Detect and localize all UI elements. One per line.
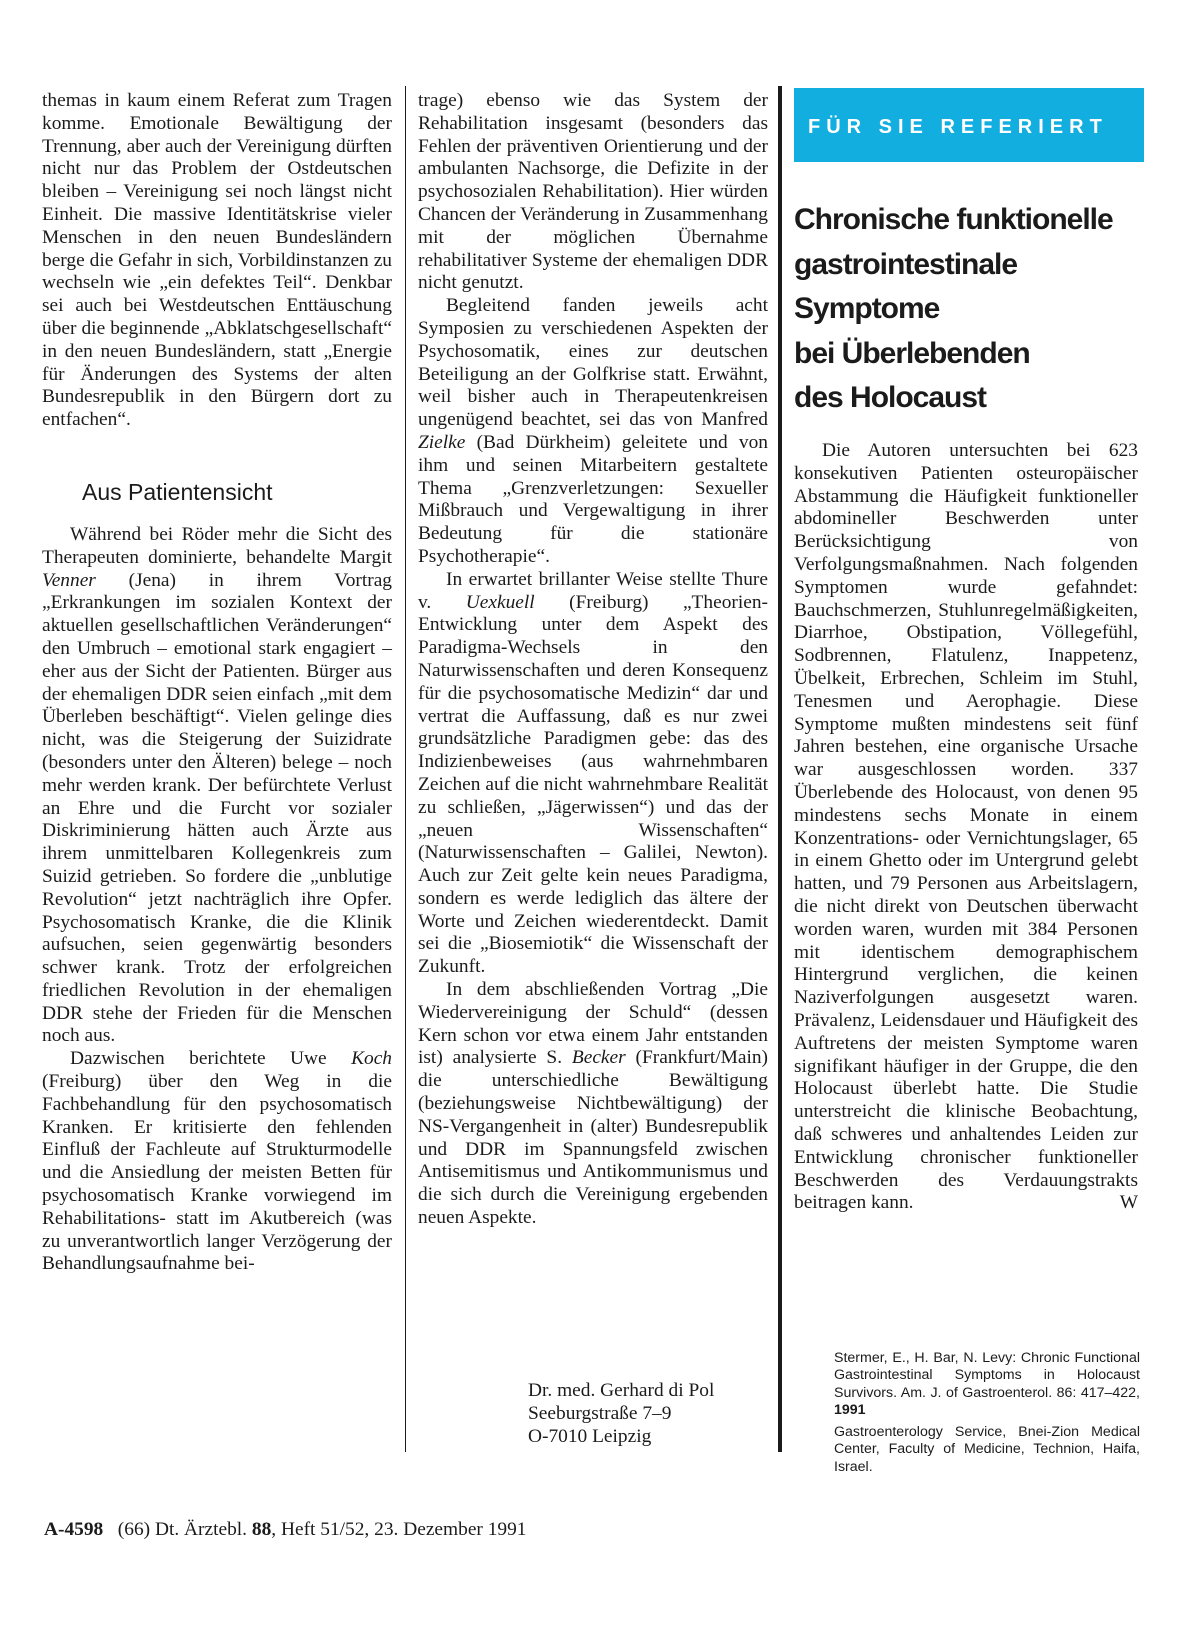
text-run: (Freiburg) „Theorien-Entwicklung unter dem Aspekt des Paradigma-Wechsels in den Naturwissenschaften und deren Konsequenz für die psychosomatische Medizin“ dar und vertrat die Auffassung, daß es nur zwei grundsätzliche Paradigmen gebe: das des Indizienbeweises (aus wahrnehmbaren Zeichen auf die nicht wahrnehmbare Realität zu schließen, „Jägerwissen“) und das der „neuen Wissenschaften“ (Naturwissenschaften – Galilei, Newton). Auch zur Zeit gelte kein neues Paradigma, sondern es werde lediglich das ältere der Worte und Zeichen wiederentdeckt. Damit sei die „Biosemiotik“ die Wissenschaft der Zukunft. xyxy=(418,591,769,978)
subheading: Aus Patientensicht xyxy=(82,478,273,505)
journal-ref: (66) Dt. Ärztebl. xyxy=(117,1519,252,1540)
text-run: Stermer, E., H. Bar, N. Levy: Chronic Functional Gastrointestinal Symptoms in Holocaust Survivors. Am. J. of Gastroenterol. 86: 417–422, xyxy=(834,1350,1140,1401)
paragraph xyxy=(42,1048,392,1276)
paragraph xyxy=(418,979,768,1230)
text-run: Die Autoren untersuchten bei 623 konsekutiven Patienten osteuropäischer Abstammung die Häufigkeit funktioneller abdomineller Beschwerden unter Berücksichtigung von Verfolgungsmaßnahmen. Nach folgenden Symptomen wurde gefahndet: Bauchschmerzen, Stuhlunregelmäßigkeiten, Diarrhoe, Obstipation, Völlegefühl, Sodbrennen, Flatulenz, Inappetenz, Übelkeit, Erbrechen, Schleim im Stuhl, Tenesmen und Aerophagie. Diese Symptome mußten mindestens seit fünf Jahren bestehen, eine organische Ursache war ausgeschlossen worden. 337 Überlebende des Holocaust, von denen 95 mindestens sechs Monate in einem Konzentrations- oder Vernichtungslager, 65 in einem Ghetto oder im Untergrund gelebt hatten, und 79 Personen aus Arbeitslagern, die nicht direkt von Deutschen überwacht worden waren, wurden mit 384 Personen mit identischem demographischem Hintergrund verglichen, die keinen Naziverfolgungen ausgesetzt waren. Prävalenz, Leidensdauer und Häufigkeit des Auftretens der meisten Symptome waren signifikant häufiger in der Gruppe, die den Holocaust überlebt hatte. Die Studie unterstreicht die klinische Beobachtung, daß schweres und anhaltendes Leiden zur Entwicklung chronischer funktioneller Beschwerden des Verdauungstrakts beitragen kann. xyxy=(794,440,1138,1214)
headline-line: gastrointestinale xyxy=(794,247,1018,281)
headline-line: Chronische funktionelle xyxy=(794,203,1113,236)
text-run: (Frankfurt/Main) die unterschiedliche Bewältigung (beziehungsweise Nichtbewältigung) der NS-Vergangenheit in (alter) Bundesrepublik und DDR im Spannungsfeld zwischen Antisemitismus und Antikommunismus und die sich durch die Vereinigung ergebenden neuen Aspekte. xyxy=(418,1047,768,1229)
paragraph xyxy=(794,440,1138,1215)
literature-reference xyxy=(834,1350,1140,1420)
section-banner xyxy=(794,88,1144,162)
signature-line: Dr. med. Gerhard di Pol xyxy=(528,1380,715,1401)
column-1 xyxy=(42,90,392,1276)
column-rule-right xyxy=(778,86,782,1452)
paragraph xyxy=(418,295,768,569)
text-run: (Jena) in ihrem Vortrag „Erkrankungen im sozialen Kontext der aktuellen gesellschaftlichen Veränderungen“ den Umbruch – emotional stark engagiert – eher aus der Sicht der Patienten. Bürger aus der ehemaligen DDR seien einfach „mit dem Überleben beschäftigt“. Vielen gelinge dies nicht, was die Steigerung der Suizidrate (besonders unter den Älteren) belege – noch mehr werden krank. Der befürchtete Verlust an Ehre und die Furcht vor sozialer Diskriminierung hätten auch Ärzte aus ihrem unmittelbaren Kollegenkreis zum Suizid getrieben. So fordere die „unblutige Revolution“ jetzt nachträglich ihre Opfer. Psychosomatisch Kranke, die die Klinik aufsuchen, seien gegenwärtig besonders schwer krank. Trotz der erfolgreichen friedlichen Revolution in der ehemaligen DDR stehe der Frieden für die Menschen noch aus. xyxy=(42,569,392,1047)
paragraph: trage) ebenso wie das System der Rehabilitation insgesamt (besonders das Fehlen der präventiven Orientierung und der ambulanten Nachsorge, die Defizite in der psychosozialen Rehabilitation). Hier würden Chancen der Veränderung in Zusammenhang mit der möglichen Übernahme rehabilitativer Systeme der ehemaligen DDR nicht genutzt. xyxy=(418,90,768,294)
column-rule-left xyxy=(405,86,406,1452)
headline-line: bei Überlebenden xyxy=(794,336,1030,370)
page-footer xyxy=(44,1518,527,1542)
signoff: W xyxy=(1119,1192,1138,1214)
reference-year: 1991 xyxy=(834,1402,866,1419)
article-headline xyxy=(794,198,1144,421)
paragraph xyxy=(42,524,392,1048)
text-run: (Bad Dürkheim) geleitete und von ihm und seinen Mitarbeitern gestaltete Thema „Grenzverletzungen: Sexueller Mißbrauch und Vergewaltigung in ihrer Bedeutung für die stationäre Psychotherapie“. xyxy=(418,431,768,567)
paragraph xyxy=(418,569,768,979)
text-run: Dazwischen berichtete Uwe xyxy=(70,1048,352,1070)
text-run: Gastroenterology Service, Bnei-Zion Medical Center, Faculty of Medicine, Technion, Haifa, Israel. xyxy=(834,1424,1140,1475)
volume: 88 xyxy=(251,1519,272,1540)
headline-line: des Holocaust xyxy=(794,381,987,414)
author-name: Venner xyxy=(42,569,96,591)
headline-line: Symptome xyxy=(794,292,940,325)
text-run: Begleitend fanden jeweils acht Symposien zu verschiedenen Aspekten der Psychosomatik, eines zur deutschen Beteiligung an der Golfkrise statt. Erwähnt, weil bisher auch in Therapeutenkreisen ungenügend beachtet, sei das von Manfred xyxy=(418,295,768,431)
banner-label: FÜR SIE REFERIERT xyxy=(808,116,1108,138)
paragraph: themas in kaum einem Referat zum Tragen komme. Emotionale Bewältigung der Trennung, aber auch der Vereinigung dürften nicht nur das Problem der Ostdeutschen bleiben – Vereinigung sei noch längst nicht Einheit. Die massive Identitätskrise vieler Menschen in den neuen Bundesländern berge die Gefahr in sich, Vorbildinstanzen zu wechseln wie „ein defektes Teil“. Denkbar sei auch bei Westdeutschen Enttäuschung über die beginnende „Abklatschgesellschaft“ in den neuen Bundesländern, statt „Energie für Änderungen des Systems der alten Bundesrepublik in den Bürgern dort zu entfachen“. xyxy=(42,90,392,431)
column-2 xyxy=(418,90,768,1230)
text-run: In dem abschließenden Vortrag „Die Wiedervereinigung der Schuld“ (dessen Kern schon vor etwa einem Jahr entstanden ist) analysierte S. xyxy=(418,979,768,1069)
author-name: Uexkuell xyxy=(465,591,535,613)
author-name: Becker xyxy=(571,1047,626,1069)
text-run: Während bei Röder mehr die Sicht des Therapeuten dominierte, behandelte Margit xyxy=(42,523,392,568)
column-3 xyxy=(794,440,1138,1215)
page-code: A-4598 xyxy=(44,1519,104,1540)
affiliation xyxy=(834,1424,1140,1476)
author-name: Zielke xyxy=(418,431,466,453)
text-run: (Freiburg) über den Weg in die Fachbehandlung für den psychosomatisch Kranken. Er kritisierte den fehlenden Einfluß der Fachleute auf Strukturmodelle und die Ansiedlung der meisten Betten für psychosomatisch Kranke vorwiegend im Rehabilitations- statt im Akutbereich (was zu unverantwortlich langer Verzögerung der Behandlungsaufnahme bei- xyxy=(42,1071,392,1275)
author-name: Koch xyxy=(351,1048,392,1070)
issue-date: , Heft 51/52, 23. Dezember 1991 xyxy=(271,1519,527,1540)
author-signature xyxy=(528,1380,714,1448)
signature-line: Seeburgstraße 7–9 xyxy=(528,1402,672,1424)
text-run: In erwartet brillanter Weise stellte Thure v. xyxy=(418,568,768,613)
signature-line: O-7010 Leipzig xyxy=(528,1425,652,1447)
